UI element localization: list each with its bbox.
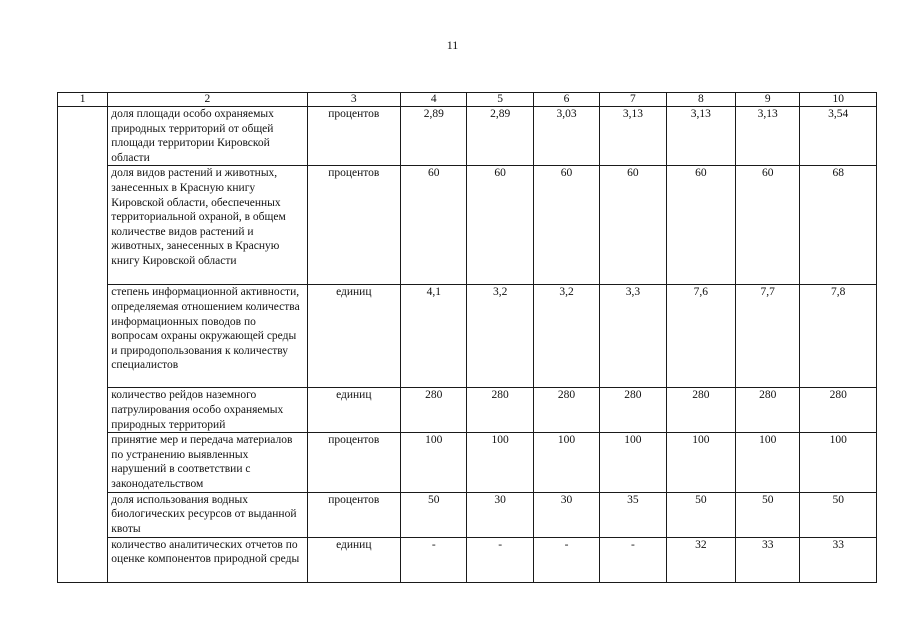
column-header: 8	[666, 93, 735, 107]
value-cell: 2,89	[401, 107, 467, 166]
value-cell: 2,89	[467, 107, 533, 166]
value-cell: 60	[401, 166, 467, 285]
header-row	[58, 93, 877, 107]
value-cell: 3,13	[736, 107, 800, 166]
value-cell: 60	[736, 166, 800, 285]
value-cell: 33	[736, 537, 800, 582]
value-cell: -	[401, 537, 467, 582]
value-cell: 7,6	[666, 285, 735, 388]
value-cell: 3,13	[600, 107, 666, 166]
unit-cell: единиц	[307, 285, 401, 388]
value-cell: 3,3	[600, 285, 666, 388]
indicators-table	[57, 92, 877, 583]
value-cell: 7,7	[736, 285, 800, 388]
value-cell: 60	[600, 166, 666, 285]
value-cell: 280	[666, 388, 735, 433]
value-cell: 32	[666, 537, 735, 582]
value-cell: 7,8	[800, 285, 877, 388]
page-number: 11	[446, 38, 459, 52]
value-cell: 4,1	[401, 285, 467, 388]
table-row	[58, 537, 877, 582]
indicator-name-cell: доля использования водных биологических ресурсов от выданной квоты	[108, 492, 307, 537]
value-cell: 280	[600, 388, 666, 433]
value-cell: 100	[401, 433, 467, 492]
value-cell: 100	[467, 433, 533, 492]
value-cell: 50	[666, 492, 735, 537]
value-cell: 280	[800, 388, 877, 433]
value-cell: -	[533, 537, 599, 582]
value-cell: 100	[533, 433, 599, 492]
value-cell: 3,03	[533, 107, 599, 166]
table-row	[58, 166, 877, 285]
unit-cell: единиц	[307, 388, 401, 433]
column-header: 10	[800, 93, 877, 107]
value-cell: 3,13	[666, 107, 735, 166]
value-cell: 50	[401, 492, 467, 537]
table-row	[58, 433, 877, 492]
value-cell: 35	[600, 492, 666, 537]
value-cell: 33	[800, 537, 877, 582]
unit-cell: единиц	[307, 537, 401, 582]
value-cell: 3,2	[533, 285, 599, 388]
indicator-name-cell: количество рейдов наземного патрулирования особо охраняемых природных территорий	[108, 388, 307, 433]
value-cell: 100	[736, 433, 800, 492]
value-cell: 60	[666, 166, 735, 285]
indicator-name-cell: доля видов растений и животных, занесенных в Красную книгу Кировской области, обеспеченных территориальной охраной, в общем количестве видов растений и животных, занесенных в Красную книгу Кировской области	[108, 166, 307, 285]
unit-cell: процентов	[307, 433, 401, 492]
value-cell: -	[467, 537, 533, 582]
value-cell: 30	[533, 492, 599, 537]
column-header: 3	[307, 93, 401, 107]
value-cell: 30	[467, 492, 533, 537]
value-cell: 280	[736, 388, 800, 433]
column-header: 9	[736, 93, 800, 107]
value-cell: 50	[736, 492, 800, 537]
table-row	[58, 107, 877, 166]
column-header: 2	[108, 93, 307, 107]
value-cell: 100	[666, 433, 735, 492]
column-header: 1	[58, 93, 108, 107]
column-header: 6	[533, 93, 599, 107]
value-cell: 3,54	[800, 107, 877, 166]
indicator-name-cell: принятие мер и передача материалов по устранению выявленных нарушений в соответствии с законодательством	[108, 433, 307, 492]
indicator-name-cell: количество аналитических отчетов по оценке компонентов природной среды	[108, 537, 307, 582]
value-cell: 100	[600, 433, 666, 492]
table-row	[58, 388, 877, 433]
column-header: 4	[401, 93, 467, 107]
value-cell: -	[600, 537, 666, 582]
unit-cell: процентов	[307, 166, 401, 285]
value-cell: 3,2	[467, 285, 533, 388]
value-cell: 100	[800, 433, 877, 492]
column-header: 5	[467, 93, 533, 107]
table-row	[58, 492, 877, 537]
unit-cell: процентов	[307, 492, 401, 537]
indicator-name-cell: доля площади особо охраняемых природных территорий от общей площади территории Кировской области	[108, 107, 307, 166]
value-cell: 60	[467, 166, 533, 285]
indicator-name-cell: степень информационной активности, определяемая отношением количества информационных поводов по вопросам охраны окружающей среды и природопользования к количеству специалистов	[108, 285, 307, 388]
value-cell: 280	[533, 388, 599, 433]
merged-first-column-cell	[58, 107, 108, 583]
value-cell: 60	[533, 166, 599, 285]
value-cell: 68	[800, 166, 877, 285]
value-cell: 50	[800, 492, 877, 537]
table-row	[58, 285, 877, 388]
value-cell: 280	[467, 388, 533, 433]
column-header: 7	[600, 93, 666, 107]
unit-cell: процентов	[307, 107, 401, 166]
value-cell: 280	[401, 388, 467, 433]
